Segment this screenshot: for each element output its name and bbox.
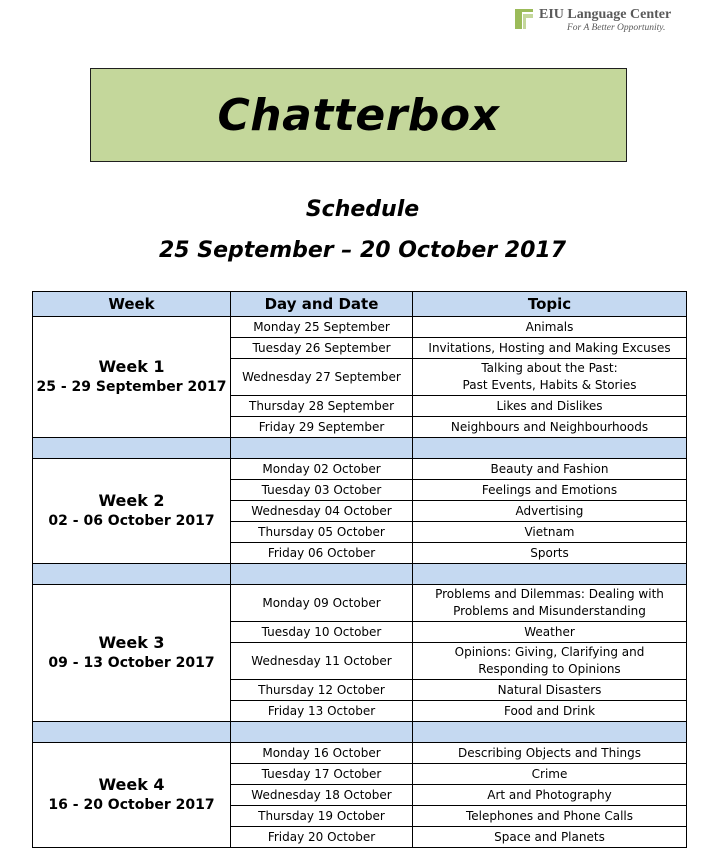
topic-cell: Art and Photography [413,785,687,806]
day-date-cell: Friday 13 October [231,701,413,722]
week-date-range: 09 - 13 October 2017 [48,655,215,671]
header-topic: Topic [413,292,687,317]
topic-cell: Beauty and Fashion [413,459,687,480]
day-date-cell: Thursday 19 October [231,806,413,827]
separator-cell [33,722,231,743]
schedule-table [32,291,687,848]
day-date-cell: Friday 20 October [231,827,413,848]
topic-cell: Crime [413,764,687,785]
day-date-cell: Wednesday 27 September [231,359,413,396]
table-row [33,585,687,622]
week-date-range: 02 - 06 October 2017 [48,513,215,529]
topic-cell: Animals [413,317,687,338]
topic-cell: Feelings and Emotions [413,480,687,501]
separator-cell [231,722,413,743]
day-date-cell: Tuesday 17 October [231,764,413,785]
week-date-range: 16 - 20 October 2017 [48,797,215,813]
week-separator-row [33,564,687,585]
topic-cell: Neighbours and Neighbourhoods [413,417,687,438]
separator-cell [231,564,413,585]
logo-tagline: For A Better Opportunity. [567,23,666,33]
topic-cell: Invitations, Hosting and Making Excuses [413,338,687,359]
eiu-leaf-icon [513,7,535,31]
separator-cell [413,722,687,743]
table-row [33,459,687,480]
day-date-cell: Monday 02 October [231,459,413,480]
week-label: Week 1 [98,357,165,376]
table-header-row [33,292,687,317]
day-date-cell: Wednesday 04 October [231,501,413,522]
week-cell [33,585,231,722]
topic-cell: Natural Disasters [413,680,687,701]
table-row [33,743,687,764]
day-date-cell: Tuesday 03 October [231,480,413,501]
day-date-cell: Tuesday 26 September [231,338,413,359]
topic-cell: Opinions: Giving, Clarifying and Responding to Opinions [413,643,687,680]
week-label: Week 3 [98,633,165,652]
day-date-cell: Wednesday 11 October [231,643,413,680]
separator-cell [33,564,231,585]
eiu-logo [513,5,693,37]
day-date-cell: Friday 29 September [231,417,413,438]
day-date-cell: Monday 16 October [231,743,413,764]
day-date-cell: Tuesday 10 October [231,622,413,643]
header-day-date: Day and Date [231,292,413,317]
week-separator-row [33,722,687,743]
week-cell [33,459,231,564]
week-cell [33,743,231,848]
topic-cell: Talking about the Past: Past Events, Habits & Stories [413,359,687,396]
date-range: 25 September – 20 October 2017 [158,238,567,263]
topic-cell: Space and Planets [413,827,687,848]
topic-cell: Vietnam [413,522,687,543]
separator-cell [231,438,413,459]
separator-cell [413,438,687,459]
day-date-cell: Thursday 05 October [231,522,413,543]
day-date-cell: Friday 06 October [231,543,413,564]
topic-cell: Likes and Dislikes [413,396,687,417]
topic-cell: Weather [413,622,687,643]
week-label: Week 4 [98,775,165,794]
day-date-cell: Wednesday 18 October [231,785,413,806]
topic-cell: Advertising [413,501,687,522]
day-date-cell: Thursday 12 October [231,680,413,701]
logo-name: EIU Language Center [539,7,672,22]
table-row [33,317,687,338]
topic-cell: Describing Objects and Things [413,743,687,764]
topic-cell: Telephones and Phone Calls [413,806,687,827]
header-week: Week [33,292,231,317]
separator-cell [33,438,231,459]
title-banner [90,68,627,162]
topic-cell: Food and Drink [413,701,687,722]
day-date-cell: Thursday 28 September [231,396,413,417]
week-date-range: 25 - 29 September 2017 [36,379,227,395]
page-title: Chatterbox [217,89,500,141]
schedule-heading: Schedule [305,197,420,222]
topic-cell: Sports [413,543,687,564]
week-separator-row [33,438,687,459]
day-date-cell: Monday 09 October [231,585,413,622]
week-label: Week 2 [98,491,165,510]
day-date-cell: Monday 25 September [231,317,413,338]
topic-cell: Problems and Dilemmas: Dealing with Problems and Misunderstanding [413,585,687,622]
separator-cell [413,564,687,585]
week-cell [33,317,231,438]
